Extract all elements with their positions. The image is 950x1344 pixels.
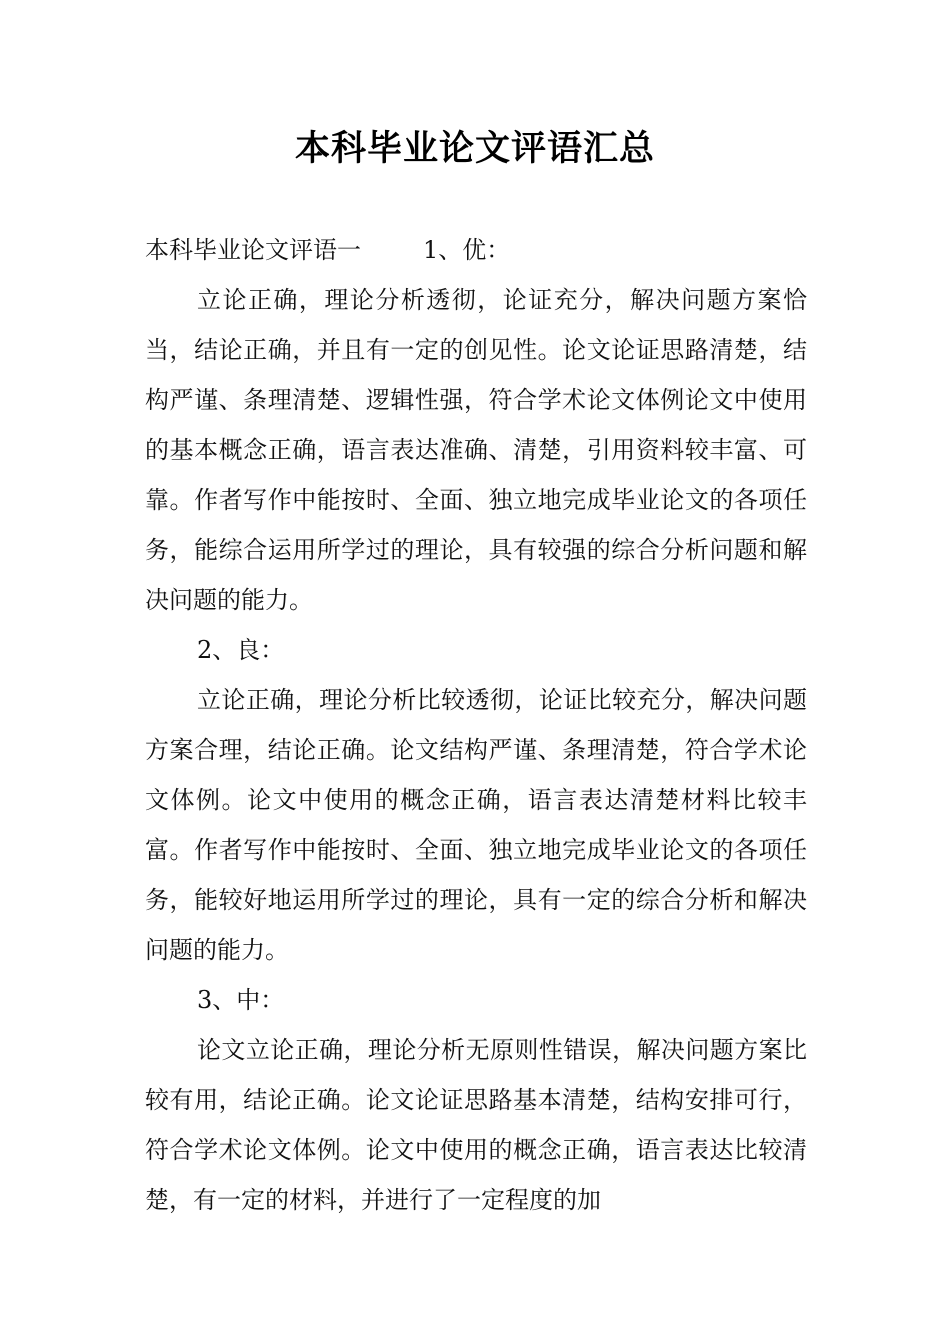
grade-heading-good: 2、良： bbox=[197, 636, 285, 664]
paragraph-good: 立论正确，理论分析比较透彻，论证比较充分，解决问题方案合理，结论正确。论文结构严谨、条理清楚，符合学术论文体例。论文中使用的概念正确，语言表达清楚材料比较丰富。作者写作中能按时、全面、独立地完成毕业论文的各项任务，能较好地运用所学过的理论，具有一定的综合分析和解决问题的能力。 bbox=[145, 686, 807, 964]
paragraph-excellent: 立论正确，理论分析透彻，论证充分，解决问题方案恰当，结论正确，并且有一定的创见性。论文论证思路清楚，结构严谨、条理清楚、逻辑性强，符合学术论文体例论文中使用的基本概念正确，语言表达准确、清楚，引用资料较丰富、可靠。作者写作中能按时、全面、独立地完成毕业论文的各项任务，能综合运用所学过的理论，具有较强的综合分析问题和解决问题的能力。 bbox=[145, 286, 807, 614]
document-title: 本科毕业论文评语汇总 bbox=[294, 129, 655, 169]
grade-heading-excellent: 1、优： bbox=[423, 236, 511, 264]
intro-label: 本科毕业论文评语一 bbox=[145, 236, 361, 264]
document-body bbox=[145, 225, 807, 1225]
grade-heading-medium: 3、中： bbox=[197, 986, 285, 1014]
intro-line bbox=[145, 225, 807, 275]
paragraph-medium: 论文立论正确，理论分析无原则性错误，解决问题方案比较有用，结论正确。论文论证思路基本清楚，结构安排可行，符合学术论文体例。论文中使用的概念正确，语言表达比较清楚，有一定的材料，并进行了一定程度的加 bbox=[145, 1036, 807, 1214]
